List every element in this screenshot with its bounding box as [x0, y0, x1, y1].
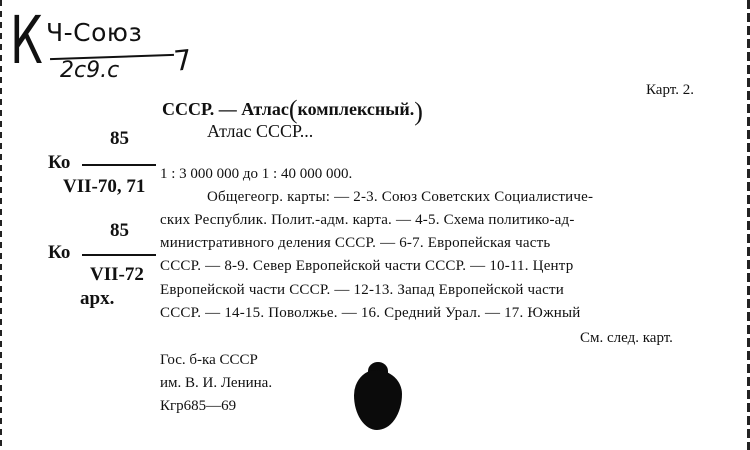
heading-main: СССР. — Атлас: [162, 99, 289, 119]
description-line: Общегеогр. карты: — 2-3. Союз Советских Социалистиче-: [207, 189, 594, 205]
shelfmark-2-note: арх.: [80, 288, 115, 309]
handwritten-letter: К: [10, 2, 43, 79]
library-stamp-line: им. В. И. Ленина.: [160, 375, 273, 391]
heading-bracket-open: (: [288, 95, 298, 124]
continuation-note: См. след. карт.: [580, 330, 673, 346]
description-line: министративного деления СССР. — 6-7. Европейская часть: [160, 235, 551, 251]
shelfmark-2-number: 85: [110, 220, 129, 241]
shelfmark-1-code: VII-70, 71: [63, 176, 146, 197]
handwritten-top: Ч-Союз: [46, 18, 143, 47]
handwritten-bottom: 2с9.с: [60, 58, 120, 83]
card-left-edge: [0, 0, 2, 450]
description-line: СССР. — 14-15. Поволжье. — 16. Средний Урал. — 17. Южный: [160, 305, 581, 321]
shelfmark-1-rule: [82, 164, 156, 166]
shelfmark-1-number: 85: [110, 128, 129, 149]
heading-bracket-close: ): [414, 97, 423, 126]
description-line: СССР. — 8-9. Север Европейской части СССР. — 10-11. Центр: [160, 258, 574, 274]
description-line: Европейской части СССР. — 12-13. Запад Европейской части: [160, 282, 564, 298]
card-number: Карт. 2.: [646, 82, 694, 98]
description-line: ских Республик. Полит.-адм. карта. — 4-5. Схема политико-ад-: [160, 212, 575, 228]
library-stamp-line: Гос. б-ка СССР: [160, 352, 258, 368]
shelfmark-2-rule: [82, 254, 156, 256]
scale-line: 1 : 3 000 000 до 1 : 40 000 000.: [160, 166, 353, 182]
library-stamp-line: Кгр685—69: [160, 398, 237, 414]
heading-bracketed: комплексный.: [297, 99, 415, 119]
handwritten-suffix: 7: [172, 43, 194, 78]
shelfmark-2-code: VII-72: [90, 264, 144, 285]
shelfmark-2-prefix: Ко: [48, 242, 71, 263]
shelfmark-1-prefix: Ко: [48, 152, 71, 173]
heading-subtitle: Атлас СССР...: [207, 121, 314, 141]
ink-stain: [354, 370, 402, 430]
